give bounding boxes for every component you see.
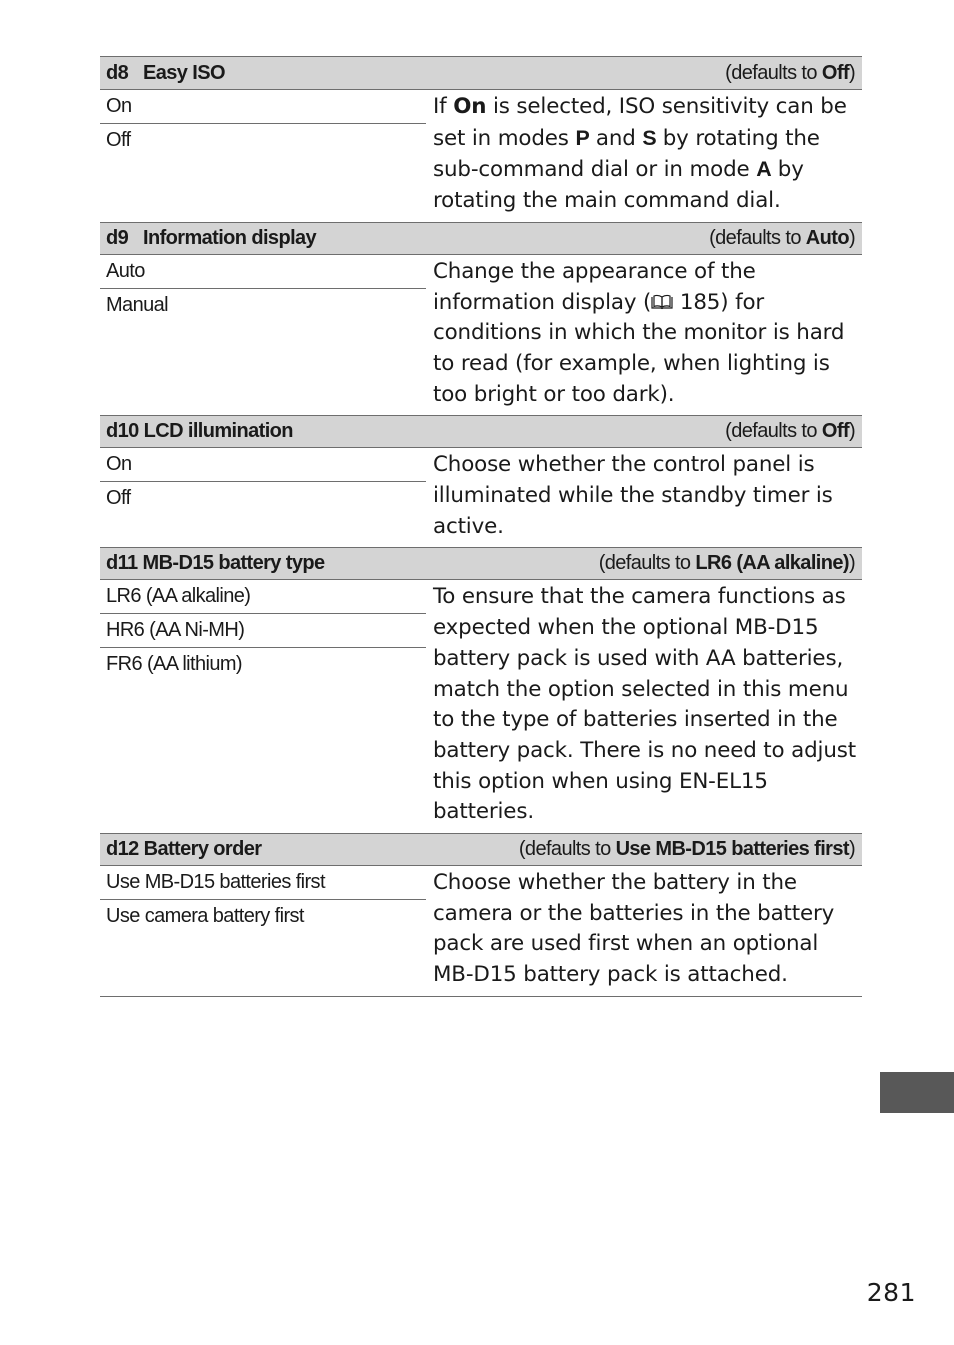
option-item: Manual: [106, 293, 168, 316]
mode-letter: A: [756, 157, 772, 182]
default-prefix: (defaults to: [725, 61, 822, 84]
default-prefix: (defaults to: [518, 838, 616, 861]
section-header-d10: [100, 415, 862, 448]
description-text: by rotating the main command dial.: [433, 157, 804, 214]
section-body-d11: [100, 580, 862, 833]
default-prefix: (defaults to: [598, 552, 696, 575]
description-text: Change the appearance of the information display (: [433, 258, 756, 315]
section-body-d10: [100, 448, 862, 547]
default-note: [599, 552, 855, 575]
section-title: d8 Easy ISO: [106, 61, 225, 84]
option-item: On: [100, 448, 426, 482]
option-item: Auto: [100, 255, 426, 289]
custom-settings-table: [100, 56, 862, 997]
section-title: d11 MB-D15 battery type: [106, 552, 325, 575]
mode-letter: S: [642, 125, 657, 150]
option-item: On: [100, 90, 426, 124]
description-text: and: [589, 125, 643, 151]
section-body-d8: [100, 90, 862, 222]
options-list: [100, 90, 426, 222]
option-item: HR6 (AA Ni-MH): [100, 614, 426, 648]
default-suffix: ): [848, 61, 855, 84]
section-title: d10 LCD illumination: [106, 420, 293, 443]
option-item: Off: [106, 129, 131, 151]
page-number: 281: [866, 1278, 916, 1307]
option-item: Off: [106, 487, 131, 510]
option-item: Use MB-D15 batteries first: [100, 866, 426, 900]
default-value: Auto: [805, 226, 849, 249]
mode-letter: P: [575, 125, 590, 150]
description-text: Choose whether the battery in the camera or the batteries in the battery pack are used first when an optional MB-D15 battery pack is attached.: [433, 870, 835, 988]
description-text: If: [433, 94, 454, 119]
default-suffix: ): [848, 226, 855, 249]
default-value: LR6 (AA alkaline): [695, 552, 849, 575]
default-note: [725, 420, 855, 443]
section-title: d9 Information display: [106, 226, 317, 249]
section-body-d12: [100, 866, 862, 996]
chapter-thumb-tab: [880, 1072, 954, 1113]
description-text: is selected, ISO sensitivity can be set in modes: [433, 94, 847, 151]
options-list: [100, 866, 426, 996]
description-text: Choose whether the control panel is illuminated while the standby timer is active.: [433, 452, 833, 539]
option-description: [426, 866, 862, 996]
options-list: [100, 255, 426, 416]
default-note: [519, 838, 855, 861]
default-suffix: ): [848, 552, 855, 575]
default-note: [725, 62, 855, 85]
default-value: Use MB-D15 batteries first: [615, 838, 849, 861]
section-title: d12 Battery order: [106, 838, 262, 861]
section-header-d11: [100, 547, 862, 580]
option-description: [426, 580, 862, 833]
option-item: LR6 (AA alkaline): [100, 580, 426, 614]
description-text: To ensure that the camera functions as expected when the optional MB-D15 battery pack is used with AA batteries, match the option selected in this menu to the type of batteries inserted in the battery pack. There is no need to adjust this option when using EN-EL15 batteries.: [433, 584, 856, 825]
description-text: by rotating the sub-command dial or in mode: [433, 125, 820, 183]
section-header-d9: [100, 222, 862, 255]
option-item: Use camera battery first: [106, 905, 304, 928]
default-prefix: (defaults to: [709, 226, 806, 249]
default-suffix: ): [848, 838, 855, 861]
default-suffix: ): [848, 420, 855, 443]
section-header-d8: [100, 57, 862, 90]
section-header-d12: [100, 833, 862, 866]
description-bold: On: [453, 94, 487, 119]
description-text: 185) for conditions in which the monitor is hard to read (for example, when lighting is too bright or too dark).: [433, 289, 845, 407]
default-value: Off: [821, 61, 849, 84]
option-description: [426, 255, 862, 416]
default-value: Off: [821, 420, 849, 443]
option-description: [426, 90, 862, 222]
section-body-d9: [100, 255, 862, 416]
option-item: FR6 (AA lithium): [106, 653, 242, 676]
option-description: [426, 448, 862, 547]
default-prefix: (defaults to: [725, 420, 822, 443]
default-note: [709, 227, 855, 250]
book-icon: [651, 294, 673, 310]
options-list: [100, 580, 426, 833]
options-list: [100, 448, 426, 547]
